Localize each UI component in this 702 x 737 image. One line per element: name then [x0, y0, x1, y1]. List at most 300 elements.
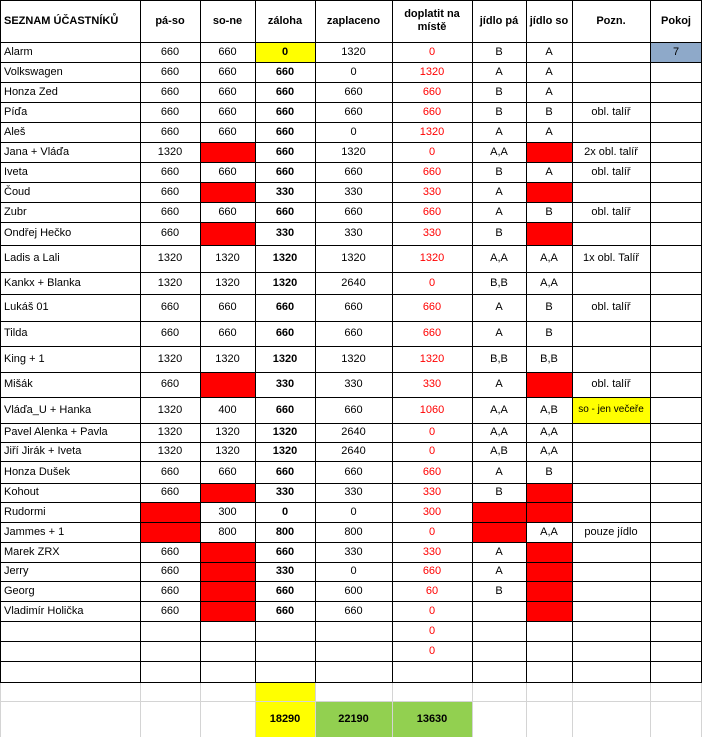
cell-pozn[interactable]: obl. talíř — [591, 205, 631, 218]
cell-doplatit[interactable]: 0 — [428, 604, 436, 617]
cell-pokoj[interactable] — [650, 483, 702, 502]
cell-doplatit[interactable]: 330 — [422, 378, 442, 391]
cell-doplatit[interactable]: 660 — [422, 465, 442, 478]
cell-pokoj[interactable] — [650, 661, 702, 682]
cell-sone[interactable] — [200, 601, 255, 621]
cell-sone[interactable] — [200, 182, 255, 202]
cell-name[interactable] — [0, 621, 140, 641]
cell-sone[interactable]: 1320 — [215, 426, 240, 439]
cell-pozn[interactable]: obl. talíř — [591, 105, 631, 118]
cell-jidlo_pa[interactable]: A — [495, 301, 503, 314]
cell-jidlo_so[interactable] — [526, 562, 572, 581]
cell-pokoj[interactable] — [650, 321, 702, 346]
cell-sone[interactable] — [200, 641, 255, 661]
cell-jidlo_so[interactable]: B — [545, 301, 553, 314]
cell-doplatit[interactable]: 300 — [422, 505, 442, 518]
cell-sone[interactable]: 660 — [218, 465, 237, 478]
cell-jidlo_so[interactable]: B — [545, 327, 553, 340]
cell-paso[interactable] — [140, 522, 200, 542]
cell-pozn[interactable]: obl. talíř — [591, 378, 631, 391]
cell-zaplaceno[interactable] — [315, 641, 392, 661]
cell-zaplaceno[interactable]: 660 — [344, 403, 363, 416]
cell-sone[interactable]: 660 — [218, 327, 237, 340]
cell-sone[interactable] — [200, 222, 255, 245]
cell-sone[interactable]: 1320 — [215, 445, 240, 458]
cell-jidlo_pa[interactable] — [472, 601, 526, 621]
cell-zaloha[interactable] — [255, 661, 315, 682]
cell-pokoj[interactable] — [650, 245, 702, 272]
cell-zaloha[interactable]: 660 — [275, 205, 295, 218]
cell-name[interactable]: Aleš — [4, 125, 26, 138]
cell-jidlo_so[interactable]: A — [545, 165, 553, 178]
cell-name[interactable]: Honza Zed — [4, 85, 58, 98]
cell-name[interactable]: Iveta — [4, 165, 28, 178]
cell-sone[interactable]: 400 — [218, 403, 237, 416]
cell-name[interactable]: Alarm — [4, 45, 33, 58]
cell-pokoj[interactable] — [650, 202, 702, 222]
cell-pozn[interactable] — [572, 621, 650, 641]
cell-doplatit[interactable]: 660 — [422, 327, 442, 340]
cell-pozn[interactable] — [572, 641, 650, 661]
cell-pozn[interactable] — [572, 581, 650, 601]
cell-jidlo_pa[interactable]: B — [495, 85, 503, 98]
cell-jidlo_so[interactable] — [526, 142, 572, 162]
cell-jidlo_pa[interactable]: A — [495, 465, 503, 478]
cell-jidlo_pa[interactable]: B — [495, 584, 503, 597]
cell-zaloha[interactable]: 660 — [275, 105, 295, 118]
cell-sone[interactable] — [200, 562, 255, 581]
cell-pokoj[interactable] — [650, 397, 702, 423]
cell-pokoj[interactable] — [650, 442, 702, 461]
cell-doplatit[interactable]: 660 — [422, 565, 442, 578]
cell-jidlo_so[interactable] — [526, 581, 572, 601]
cell-zaloha[interactable]: 660 — [275, 604, 295, 617]
cell-sone[interactable] — [200, 542, 255, 562]
cell-paso[interactable]: 660 — [160, 165, 180, 178]
cell-doplatit[interactable]: 1320 — [419, 252, 445, 265]
cell-pozn[interactable] — [572, 62, 650, 82]
cell-name[interactable] — [0, 641, 140, 661]
cell-paso[interactable]: 660 — [160, 545, 180, 558]
cell-zaplaceno[interactable]: 2640 — [341, 276, 366, 289]
cell-paso[interactable]: 1320 — [157, 445, 183, 458]
cell-pokoj[interactable] — [650, 62, 702, 82]
cell-doplatit[interactable]: 660 — [422, 105, 442, 118]
cell-zaplaceno[interactable]: 0 — [350, 65, 357, 78]
cell-doplatit[interactable]: 60 — [425, 584, 439, 597]
cell-pokoj[interactable] — [650, 162, 702, 182]
cell-doplatit[interactable]: 1060 — [419, 403, 445, 416]
cell-name[interactable]: Mišák — [4, 378, 33, 391]
cell-paso[interactable]: 660 — [160, 227, 180, 240]
cell-jidlo_so[interactable]: A,A — [540, 252, 558, 265]
cell-paso[interactable] — [140, 502, 200, 522]
cell-zaloha[interactable] — [255, 641, 315, 661]
cell-paso[interactable]: 1320 — [157, 252, 183, 265]
cell-jidlo_pa[interactable]: B,B — [490, 352, 508, 365]
cell-zaloha[interactable]: 0 — [255, 42, 315, 62]
cell-jidlo_pa[interactable]: A — [495, 327, 503, 340]
cell-jidlo_pa[interactable]: A — [495, 565, 503, 578]
cell-pokoj[interactable] — [650, 102, 702, 122]
cell-pokoj[interactable] — [650, 601, 702, 621]
cell-paso[interactable]: 1320 — [157, 352, 183, 365]
cell-jidlo_so[interactable]: A — [545, 45, 553, 58]
cell-doplatit[interactable]: 0 — [428, 45, 436, 58]
cell-zaloha[interactable]: 660 — [275, 545, 295, 558]
cell-jidlo_so[interactable] — [526, 502, 572, 522]
cell-name[interactable]: Ladis a Lali — [4, 252, 60, 265]
cell-doplatit[interactable]: 660 — [422, 85, 442, 98]
cell-paso[interactable]: 660 — [160, 604, 180, 617]
cell-name[interactable]: Píďa — [4, 105, 28, 118]
cell-doplatit[interactable]: 330 — [422, 185, 442, 198]
cell-paso[interactable]: 660 — [160, 205, 180, 218]
cell-sone[interactable]: 660 — [218, 85, 237, 98]
cell-pokoj[interactable] — [650, 542, 702, 562]
cell-sone[interactable]: 660 — [218, 125, 237, 138]
cell-zaloha[interactable]: 330 — [275, 378, 295, 391]
cell-doplatit[interactable]: 0 — [428, 276, 436, 289]
cell-zaplaceno[interactable]: 660 — [344, 85, 363, 98]
cell-name[interactable]: Kankx + Blanka — [4, 276, 81, 289]
cell-name[interactable]: Pavel Alenka + Pavla — [4, 426, 108, 439]
cell-pokoj[interactable] — [650, 272, 702, 294]
cell-pozn[interactable]: 1x obl. Talíř — [582, 252, 640, 265]
cell-zaplaceno[interactable]: 0 — [350, 505, 357, 518]
cell-paso[interactable] — [140, 661, 200, 682]
cell-jidlo_so[interactable]: A,A — [540, 525, 558, 538]
cell-zaplaceno[interactable]: 1320 — [341, 45, 366, 58]
cell-name[interactable]: Zubr — [4, 205, 27, 218]
cell-pokoj[interactable] — [650, 294, 702, 321]
cell-pozn[interactable]: so - jen večeře — [572, 397, 650, 423]
cell-zaplaceno[interactable]: 2640 — [341, 445, 366, 458]
cell-name[interactable]: Lukáš 01 — [4, 301, 49, 314]
cell-paso[interactable]: 660 — [160, 565, 180, 578]
cell-doplatit[interactable]: 1320 — [419, 65, 445, 78]
cell-jidlo_pa[interactable]: A,A — [490, 145, 508, 158]
cell-zaplaceno[interactable]: 0 — [350, 565, 357, 578]
cell-doplatit[interactable]: 660 — [422, 165, 442, 178]
cell-paso[interactable] — [140, 641, 200, 661]
cell-pokoj[interactable] — [650, 621, 702, 641]
cell-pozn[interactable] — [572, 562, 650, 581]
cell-jidlo_pa[interactable]: A — [495, 125, 503, 138]
cell-paso[interactable]: 660 — [160, 327, 180, 340]
cell-sone[interactable]: 800 — [218, 525, 237, 538]
cell-zaplaceno[interactable]: 1320 — [341, 352, 366, 365]
cell-zaloha[interactable]: 660 — [275, 327, 295, 340]
cell-jidlo_so[interactable]: A,A — [540, 426, 558, 439]
cell-doplatit[interactable]: 1320 — [419, 125, 445, 138]
cell-zaplaceno[interactable]: 1320 — [341, 252, 366, 265]
cell-sone[interactable] — [200, 372, 255, 397]
cell-jidlo_so[interactable]: A — [545, 65, 553, 78]
cell-jidlo_so[interactable] — [526, 222, 572, 245]
cell-sone[interactable] — [200, 483, 255, 502]
cell-paso[interactable]: 660 — [160, 378, 180, 391]
cell-paso[interactable]: 660 — [160, 85, 180, 98]
cell-paso[interactable]: 660 — [160, 105, 180, 118]
cell-doplatit[interactable]: 0 — [428, 145, 436, 158]
cell-jidlo_so[interactable]: B — [545, 205, 553, 218]
cell-zaloha[interactable]: 660 — [275, 584, 295, 597]
cell-sone[interactable]: 660 — [218, 65, 237, 78]
cell-doplatit[interactable]: 0 — [428, 525, 436, 538]
cell-doplatit[interactable]: 330 — [422, 545, 442, 558]
cell-paso[interactable]: 1320 — [157, 145, 183, 158]
cell-sone[interactable]: 660 — [218, 165, 237, 178]
cell-zaplaceno[interactable]: 2640 — [341, 426, 366, 439]
cell-zaloha[interactable]: 330 — [275, 185, 295, 198]
cell-name[interactable]: Čoud — [4, 185, 31, 198]
cell-pokoj[interactable] — [650, 372, 702, 397]
cell-jidlo_pa[interactable]: A,A — [490, 403, 508, 416]
cell-jidlo_so[interactable]: A,A — [540, 276, 558, 289]
cell-paso[interactable]: 660 — [160, 301, 180, 314]
cell-pozn[interactable]: 2x obl. talíř — [584, 145, 638, 158]
cell-zaplaceno[interactable]: 660 — [344, 465, 363, 478]
cell-zaloha[interactable]: 660 — [275, 125, 295, 138]
cell-jidlo_so[interactable]: A,A — [540, 445, 558, 458]
cell-name[interactable]: Tilda — [4, 327, 28, 340]
cell-zaplaceno[interactable]: 660 — [344, 105, 363, 118]
cell-pozn[interactable] — [572, 542, 650, 562]
cell-sone[interactable]: 300 — [218, 505, 237, 518]
cell-pozn[interactable] — [572, 122, 650, 142]
cell-sone[interactable]: 1320 — [215, 276, 240, 289]
cell-zaloha[interactable]: 330 — [275, 565, 295, 578]
cell-name[interactable]: Vláďa_U + Hanka — [4, 403, 92, 416]
cell-sone[interactable] — [200, 142, 255, 162]
cell-sone[interactable] — [200, 661, 255, 682]
cell-zaloha[interactable]: 1320 — [272, 252, 298, 265]
cell-zaplaceno[interactable]: 660 — [344, 205, 363, 218]
cell-paso[interactable]: 1320 — [157, 403, 183, 416]
cell-paso[interactable]: 660 — [160, 185, 180, 198]
cell-jidlo_so[interactable] — [526, 542, 572, 562]
cell-name[interactable]: King + 1 — [4, 352, 45, 365]
cell-zaloha[interactable]: 1320 — [272, 445, 298, 458]
cell-zaloha[interactable]: 330 — [275, 227, 295, 240]
cell-jidlo_pa[interactable] — [472, 641, 526, 661]
cell-jidlo_so[interactable]: A — [545, 125, 553, 138]
cell-jidlo_pa[interactable]: A — [495, 65, 503, 78]
cell-zaplaceno[interactable]: 330 — [344, 545, 363, 558]
cell-sone[interactable]: 660 — [218, 105, 237, 118]
cell-zaloha[interactable]: 1320 — [272, 426, 298, 439]
cell-doplatit[interactable]: 0 — [428, 644, 436, 657]
cell-pokoj[interactable] — [650, 581, 702, 601]
cell-zaplaceno[interactable]: 660 — [344, 327, 363, 340]
cell-jidlo_pa[interactable] — [472, 661, 526, 682]
cell-name[interactable]: Rudormi — [4, 505, 46, 518]
cell-pozn[interactable]: pouze jídlo — [584, 525, 638, 538]
cell-pozn[interactable] — [572, 82, 650, 102]
cell-jidlo_pa[interactable]: A — [495, 378, 503, 391]
cell-pozn[interactable] — [572, 42, 650, 62]
cell-zaloha[interactable]: 660 — [275, 165, 295, 178]
cell-pokoj[interactable] — [650, 222, 702, 245]
cell-jidlo_so[interactable]: B — [545, 465, 553, 478]
cell-zaplaceno[interactable]: 600 — [344, 584, 363, 597]
cell-name[interactable]: Marek ZRX — [4, 545, 60, 558]
cell-doplatit[interactable]: 0 — [428, 445, 436, 458]
cell-doplatit[interactable]: 0 — [428, 426, 436, 439]
cell-pozn[interactable] — [572, 661, 650, 682]
cell-paso[interactable]: 660 — [160, 584, 180, 597]
cell-name[interactable]: Jana + Vláďa — [4, 145, 70, 158]
cell-jidlo_so[interactable] — [526, 182, 572, 202]
cell-pozn[interactable]: obl. talíř — [591, 165, 631, 178]
cell-zaplaceno[interactable] — [315, 621, 392, 641]
cell-pokoj[interactable] — [650, 522, 702, 542]
cell-name[interactable] — [0, 661, 140, 682]
cell-paso[interactable] — [140, 621, 200, 641]
cell-name[interactable]: Honza Dušek — [4, 465, 71, 478]
cell-zaloha[interactable]: 0 — [281, 505, 289, 518]
cell-pokoj[interactable] — [650, 82, 702, 102]
cell-zaloha[interactable]: 660 — [275, 145, 295, 158]
cell-jidlo_pa[interactable] — [472, 502, 526, 522]
cell-jidlo_pa[interactable]: A — [495, 185, 503, 198]
cell-zaloha[interactable]: 660 — [275, 301, 295, 314]
cell-zaloha[interactable]: 1320 — [272, 352, 298, 365]
cell-pokoj[interactable] — [650, 122, 702, 142]
cell-zaloha[interactable]: 660 — [275, 465, 295, 478]
cell-name[interactable]: Vladimír Holička — [4, 604, 84, 617]
cell-zaloha[interactable]: 800 — [275, 525, 295, 538]
cell-jidlo_pa[interactable]: B — [495, 165, 503, 178]
cell-jidlo_so[interactable]: B — [545, 105, 553, 118]
cell-pozn[interactable] — [572, 502, 650, 522]
cell-doplatit[interactable] — [392, 661, 472, 682]
cell-zaloha[interactable]: 660 — [275, 403, 295, 416]
cell-name[interactable]: Ondřej Hečko — [4, 227, 72, 240]
cell-jidlo_so[interactable]: B,B — [540, 352, 558, 365]
cell-doplatit[interactable]: 660 — [422, 205, 442, 218]
cell-paso[interactable]: 1320 — [157, 276, 183, 289]
cell-sone[interactable] — [200, 621, 255, 641]
cell-jidlo_pa[interactable]: A — [495, 205, 503, 218]
cell-zaplaceno[interactable]: 0 — [350, 125, 357, 138]
cell-zaplaceno[interactable]: 660 — [344, 604, 363, 617]
cell-paso[interactable]: 660 — [160, 65, 180, 78]
cell-pokoj[interactable] — [650, 461, 702, 483]
cell-zaplaceno[interactable]: 330 — [344, 486, 363, 499]
cell-name[interactable]: Volkswagen — [4, 65, 63, 78]
cell-jidlo_so[interactable] — [526, 641, 572, 661]
cell-zaloha[interactable]: 330 — [275, 486, 295, 499]
cell-jidlo_so[interactable]: A,B — [540, 403, 558, 416]
cell-pozn[interactable] — [572, 346, 650, 372]
cell-jidlo_pa[interactable] — [472, 522, 526, 542]
cell-zaplaceno[interactable]: 330 — [344, 227, 363, 240]
cell-doplatit[interactable]: 330 — [422, 227, 442, 240]
cell-zaplaceno[interactable]: 800 — [344, 525, 363, 538]
cell-doplatit[interactable]: 0 — [428, 624, 436, 637]
cell-pozn[interactable]: obl. talíř — [591, 301, 631, 314]
cell-sone[interactable]: 1320 — [215, 352, 240, 365]
cell-pozn[interactable] — [572, 272, 650, 294]
cell-pozn[interactable] — [572, 321, 650, 346]
cell-zaplaceno[interactable]: 330 — [344, 378, 363, 391]
cell-paso[interactable]: 660 — [160, 465, 180, 478]
cell-jidlo_so[interactable] — [526, 661, 572, 682]
cell-zaplaceno[interactable]: 330 — [344, 185, 363, 198]
cell-jidlo_pa[interactable]: A,A — [490, 252, 508, 265]
cell-zaplaceno[interactable] — [315, 661, 392, 682]
cell-zaplaceno[interactable]: 1320 — [341, 145, 366, 158]
cell-zaloha[interactable] — [255, 621, 315, 641]
cell-pokoj[interactable] — [650, 182, 702, 202]
cell-paso[interactable]: 1320 — [157, 426, 183, 439]
cell-pokoj[interactable] — [650, 142, 702, 162]
cell-zaplaceno[interactable]: 660 — [344, 165, 363, 178]
cell-sone[interactable]: 660 — [218, 301, 237, 314]
cell-zaplaceno[interactable]: 660 — [344, 301, 363, 314]
cell-name[interactable]: Jammes + 1 — [4, 525, 65, 538]
cell-paso[interactable]: 660 — [160, 486, 180, 499]
cell-pokoj[interactable]: 7 — [650, 42, 702, 62]
cell-pokoj[interactable] — [650, 502, 702, 522]
cell-jidlo_pa[interactable]: B,B — [490, 276, 508, 289]
cell-name[interactable]: Kohout — [4, 486, 39, 499]
cell-jidlo_pa[interactable]: B — [495, 227, 503, 240]
cell-pokoj[interactable] — [650, 423, 702, 442]
cell-pokoj[interactable] — [650, 641, 702, 661]
cell-jidlo_pa[interactable] — [472, 621, 526, 641]
cell-jidlo_so[interactable]: A — [545, 85, 553, 98]
cell-jidlo_so[interactable] — [526, 483, 572, 502]
cell-jidlo_pa[interactable]: A — [495, 545, 503, 558]
cell-jidlo_pa[interactable]: B — [495, 45, 503, 58]
cell-doplatit[interactable]: 660 — [422, 301, 442, 314]
cell-jidlo_pa[interactable]: B — [495, 105, 503, 118]
cell-name[interactable]: Jiří Jirák + Iveta — [4, 445, 82, 458]
cell-pozn[interactable] — [572, 483, 650, 502]
cell-jidlo_pa[interactable]: A,B — [490, 445, 508, 458]
cell-pozn[interactable] — [572, 423, 650, 442]
cell-paso[interactable]: 660 — [160, 125, 180, 138]
cell-jidlo_pa[interactable]: B — [495, 486, 503, 499]
cell-sone[interactable]: 660 — [218, 45, 237, 58]
cell-pokoj[interactable] — [650, 562, 702, 581]
cell-paso[interactable]: 660 — [160, 45, 180, 58]
cell-pokoj[interactable] — [650, 346, 702, 372]
cell-pozn[interactable] — [572, 222, 650, 245]
cell-doplatit[interactable]: 330 — [422, 486, 442, 499]
cell-jidlo_so[interactable] — [526, 601, 572, 621]
cell-name[interactable]: Jerry — [4, 565, 29, 578]
cell-zaloha[interactable]: 1320 — [272, 276, 298, 289]
cell-sone[interactable]: 660 — [218, 205, 237, 218]
cell-sone[interactable] — [200, 581, 255, 601]
cell-jidlo_pa[interactable]: A,A — [490, 426, 508, 439]
cell-zaloha[interactable]: 660 — [275, 85, 295, 98]
cell-sone[interactable]: 1320 — [215, 252, 240, 265]
cell-zaloha[interactable]: 660 — [275, 65, 295, 78]
cell-pozn[interactable] — [572, 182, 650, 202]
cell-doplatit[interactable]: 1320 — [419, 352, 445, 365]
cell-pozn[interactable] — [572, 461, 650, 483]
cell-name[interactable]: Georg — [4, 584, 35, 597]
cell-pozn[interactable] — [572, 442, 650, 461]
cell-jidlo_so[interactable] — [526, 621, 572, 641]
cell-pozn[interactable] — [572, 601, 650, 621]
cell-jidlo_so[interactable] — [526, 372, 572, 397]
